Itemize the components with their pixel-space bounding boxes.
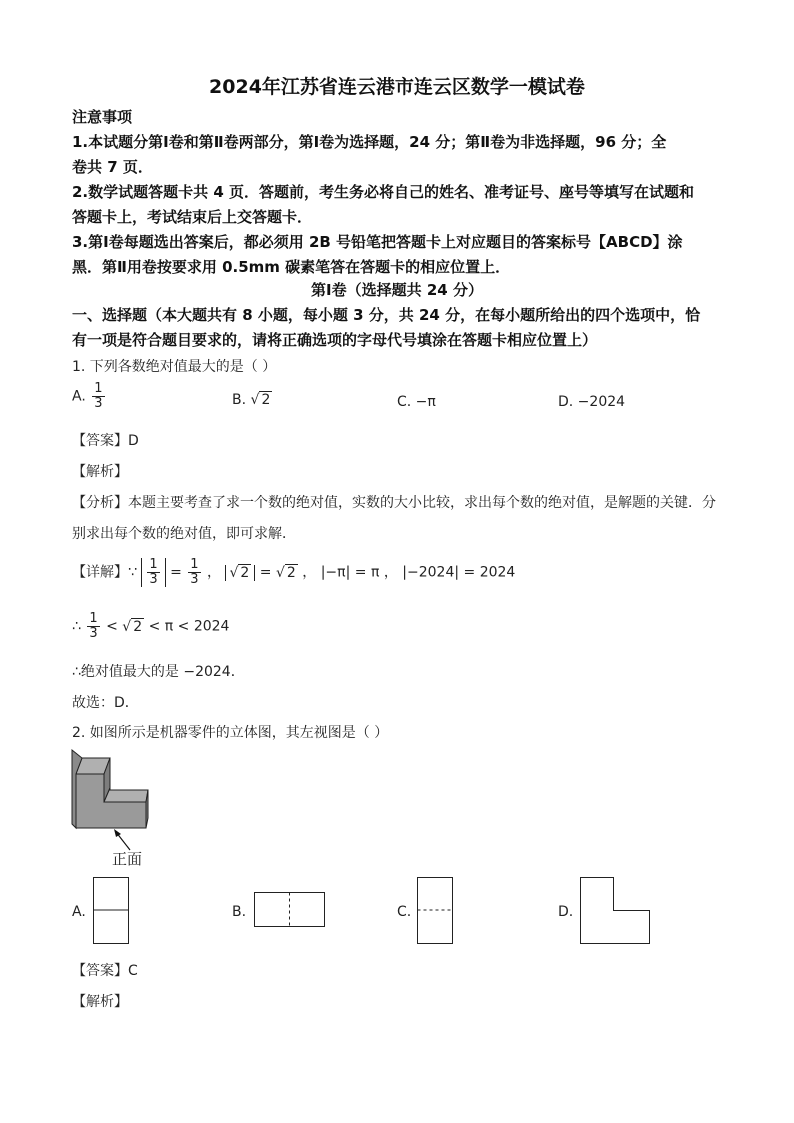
- notes-line-1: 1.本试题分第Ⅰ卷和第Ⅱ卷两部分，第Ⅰ卷为选择题，24 分；第Ⅱ卷为非选择题，96 分；全: [72, 133, 667, 151]
- q1-choose: 故选：D．: [72, 695, 139, 711]
- q2-option-a-figure: [93, 877, 131, 947]
- notes-line-6: 黑．第Ⅱ用卷按要求用 0.5mm 碳素笔答在答题卡的相应位置上．: [72, 258, 511, 276]
- sqrt-icon: √ 2: [229, 564, 250, 581]
- sqrt-icon: √ 2: [250, 392, 271, 408]
- q2-front-label: 正面: [112, 850, 143, 868]
- q2-option-b-label: B.: [232, 904, 247, 920]
- view-outline: [418, 878, 453, 944]
- fraction-denominator: 3: [149, 572, 158, 587]
- sqrt-icon: √ 2: [122, 618, 143, 635]
- step-top-face: [104, 788, 148, 802]
- q1-detail-tag: 【详解】∵: [72, 564, 137, 581]
- radicand: 2: [133, 618, 143, 635]
- q2-analysis-tag: 【解析】: [72, 994, 128, 1010]
- q1-order-rest: < π < 2024: [148, 618, 230, 635]
- radicand: 2: [240, 564, 250, 581]
- notes-heading: 注意事项: [72, 108, 133, 126]
- notes-line-5: 3.第Ⅰ卷每题选出答案后，都必须用 2B 号铅笔把答题卡上对应题目的答案标号【ABCD】涂: [72, 233, 683, 251]
- q1-option-c: C. −π: [397, 394, 436, 410]
- equals-sign: =: [170, 564, 182, 581]
- fraction: [87, 612, 99, 641]
- q1-analysis-line-2: 别求出每个数的绝对值，即可求解．: [72, 526, 296, 542]
- page-title: 2024年江苏省连云港市连云区数学一模试卷: [209, 76, 585, 98]
- notes-line-4: 答题卡上，考试结束后上交答题卡．: [72, 208, 313, 226]
- fraction-numerator: 1: [89, 611, 98, 626]
- section-instructions-2: 有一项是符合题目要求的，请将正确选项的字母代号填涂在答题卡相应位置上）: [72, 331, 598, 349]
- q2-stem: 2. 如图所示是机器零件的立体图，其左视图是（ ）: [72, 725, 389, 741]
- notes-line-3: 2.数学试题答题卡共 4 页．答题前，考生务必将自己的姓名、准考证号、座号等填写在试题和: [72, 183, 695, 201]
- q1-option-a-fraction: [92, 382, 104, 411]
- separator: ，: [302, 564, 317, 581]
- q2-option-c-figure: [417, 877, 455, 947]
- q1-order: [72, 612, 229, 641]
- q1-stem: 1. 下列各数绝对值最大的是（ ）: [72, 359, 277, 375]
- q2-option-d-label: D.: [558, 904, 574, 920]
- q1-conclusion: ∴绝对值最大的是 −2024．: [72, 664, 245, 680]
- q2-option-b-figure: [254, 892, 328, 930]
- separator: ，: [207, 564, 222, 581]
- view-outline: [255, 893, 325, 927]
- abs-value: [225, 565, 255, 581]
- radicand: 2: [261, 392, 271, 408]
- fraction-denominator: 3: [190, 572, 199, 587]
- q1-detail: [72, 558, 515, 587]
- machine-part-3d-figure: [72, 746, 152, 856]
- less-than: <: [106, 618, 123, 635]
- q2-answer: 【答案】C: [72, 963, 138, 979]
- part1-heading: 第Ⅰ卷（选择题共 24 分）: [311, 281, 483, 299]
- q1-analysis-tag: 【解析】: [72, 464, 128, 480]
- fraction-numerator: 1: [94, 381, 103, 396]
- q1-answer: 【答案】D: [72, 433, 139, 449]
- radicand: 2: [286, 564, 296, 581]
- equals-sign: =: [259, 564, 272, 581]
- fraction-numerator: 1: [190, 557, 199, 572]
- therefore-sign: ∴: [72, 618, 81, 635]
- q1-detail-eq4: |−2024| = 2024: [402, 564, 516, 581]
- section-instructions-1: 一、选择题（本大题共有 8 小题，每小题 3 分，共 24 分，在每小题所给出的四个选项中，恰: [72, 306, 701, 324]
- q1-option-b-label: B.: [232, 392, 247, 408]
- fraction-numerator: 1: [149, 557, 158, 572]
- separator: ，: [383, 564, 398, 581]
- q1-option-a-label: A.: [72, 388, 86, 405]
- q1-option-a: [72, 382, 107, 411]
- fraction-denominator: 3: [94, 396, 103, 411]
- q1-detail-eq3: |−π| = π: [320, 564, 380, 581]
- q1-analysis-line-1: 【分析】本题主要考查了求一个数的绝对值，实数的大小比较，求出每个数的绝对值，是解题的关键．分: [72, 495, 716, 511]
- q2-option-c-label: C.: [397, 904, 412, 920]
- sqrt-icon: √ 2: [275, 564, 296, 581]
- q2-option-d-figure: [580, 877, 654, 947]
- q1-option-d: D. −2024: [558, 394, 626, 410]
- abs-value: [141, 558, 165, 587]
- q1-option-b: [232, 392, 272, 408]
- q2-option-a-label: A.: [72, 904, 86, 920]
- fraction: [147, 558, 159, 587]
- notes-line-2: 卷共 7 页．: [72, 158, 153, 176]
- arrow-head-icon: [114, 829, 121, 837]
- fraction-denominator: 3: [89, 626, 98, 641]
- fraction: [188, 558, 200, 587]
- view-outline-l-shape: [581, 878, 650, 944]
